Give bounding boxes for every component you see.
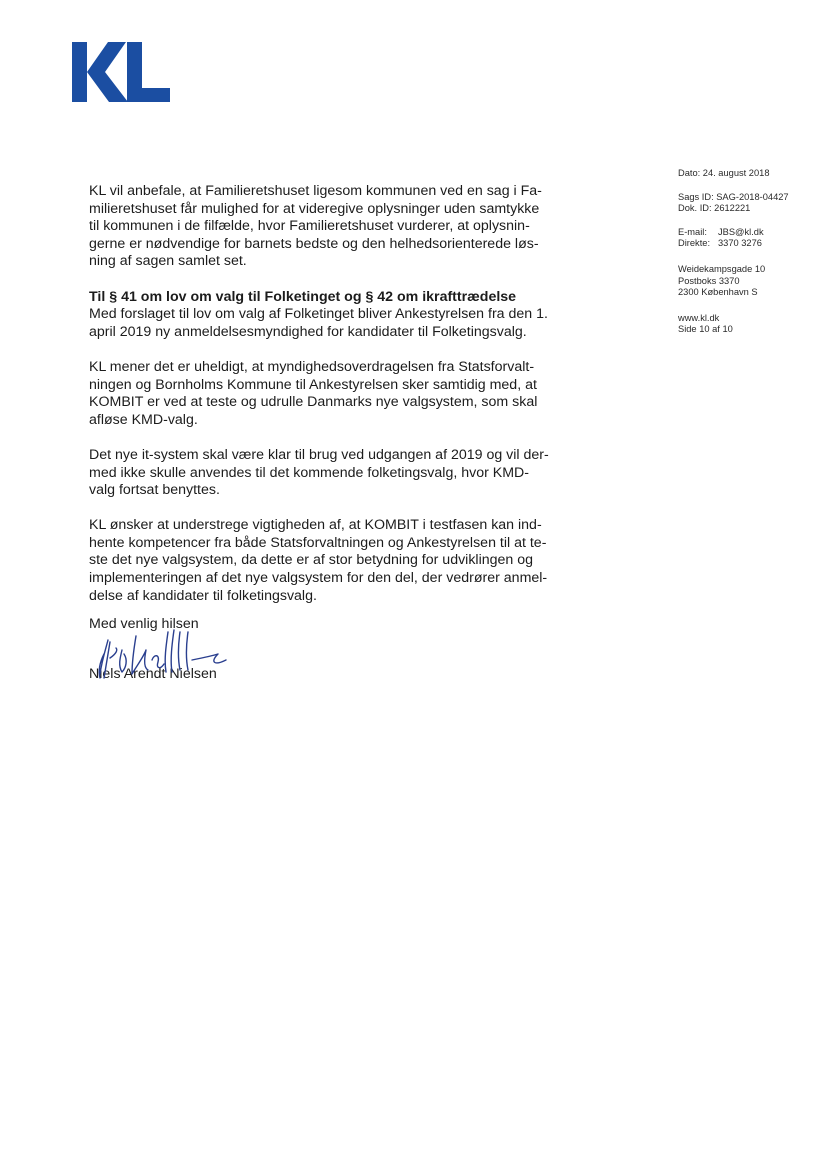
text-line: ning af sagen samlet set. <box>89 253 247 270</box>
text-line: valg fortsat benyttes. <box>89 482 220 499</box>
paragraph-1 <box>89 183 569 271</box>
date-line: Dato: 24. august 2018 <box>678 168 770 178</box>
handwritten-signature <box>92 620 242 684</box>
text-line: ningen og Bornholms Kommune til Ankestyrelsen sker samtidig med, at <box>89 376 537 393</box>
letter-body <box>89 183 569 605</box>
paragraph-5 <box>89 517 569 605</box>
paragraph-2 <box>89 289 569 342</box>
text-line: KL mener det er uheldigt, at myndighedsoverdragelsen fra Statsforvalt- <box>89 358 535 375</box>
document-metadata <box>678 168 818 336</box>
phone-label: Direkte: <box>678 238 711 249</box>
text-line: milieretshuset får mulighed for at videregive oplysninger uden samtykke <box>89 200 540 217</box>
paragraph-4 <box>89 447 569 500</box>
closing-greeting: Med venlig hilsen <box>89 616 199 632</box>
text-line: implementeringen af det nye valgsystem for den del, der vedrører anmel- <box>89 570 548 587</box>
text-line: afløse KMD-valg. <box>89 411 198 428</box>
text-line: gerne er nødvendige for barnets bedste og den helhedsorienterede løs- <box>89 235 539 252</box>
signatory-name: Niels Arendt Nielsen <box>89 665 217 682</box>
section-heading: Til § 41 om lov om valg til Folketinget og § 42 om ikrafttrædelse <box>89 288 517 305</box>
email-value: JBS@kl.dk <box>718 226 764 237</box>
address-pobox: Postboks 3370 <box>678 275 740 286</box>
text-line: delse af kandidater til folketingsvalg. <box>89 587 317 604</box>
text-line: med ikke skulle anvendes til det kommende folketingsvalg, hvor KMD- <box>89 464 530 481</box>
paragraph-3 <box>89 359 569 429</box>
text-line: til kommunen i de filfælde, hvor Familieretshuset vurderer, at oplysnin- <box>89 218 530 235</box>
text-line: hente kompetencer fra både Statsforvaltningen og Ankestyrelsen til at te- <box>89 534 547 551</box>
text-line: april 2019 ny anmeldelsesmyndighed for kandidater til Folketingsvalg. <box>89 323 527 340</box>
address-street: Weidekampsgade 10 <box>678 263 766 274</box>
doc-id-line: Dok. ID: 2612221 <box>678 203 751 214</box>
email-label: E-mail: <box>678 226 707 237</box>
case-id-line: Sags ID: SAG-2018-04427 <box>678 191 789 202</box>
text-line: KOMBIT er ved at teste og udrulle Danmarks nye valgsystem, som skal <box>89 394 538 411</box>
phone-value: 3370 3276 <box>718 238 762 249</box>
text-line: KL vil anbefale, at Familieretshuset ligesom kommunen ved en sag i Fa- <box>89 183 542 199</box>
text-line: ste det nye valgsystem, da dette er af stor betydning for udviklingen og <box>89 552 534 569</box>
text-line: Med forslaget til lov om valg af Folketinget bliver Ankestyrelsen fra den 1. <box>89 306 548 323</box>
text-line: KL ønsker at understrege vigtigheden af, at KOMBIT i testfasen kan ind- <box>89 517 542 534</box>
address-city: 2300 København S <box>678 287 758 298</box>
email-line <box>678 227 818 239</box>
phone-line <box>678 238 818 250</box>
text-line: Det nye it-system skal være klar til brug ved udgangen af 2019 og vil der- <box>89 446 549 463</box>
page-number: Side 10 af 10 <box>678 324 733 335</box>
kl-logo <box>72 42 170 102</box>
website-line: www.kl.dk <box>678 312 720 323</box>
